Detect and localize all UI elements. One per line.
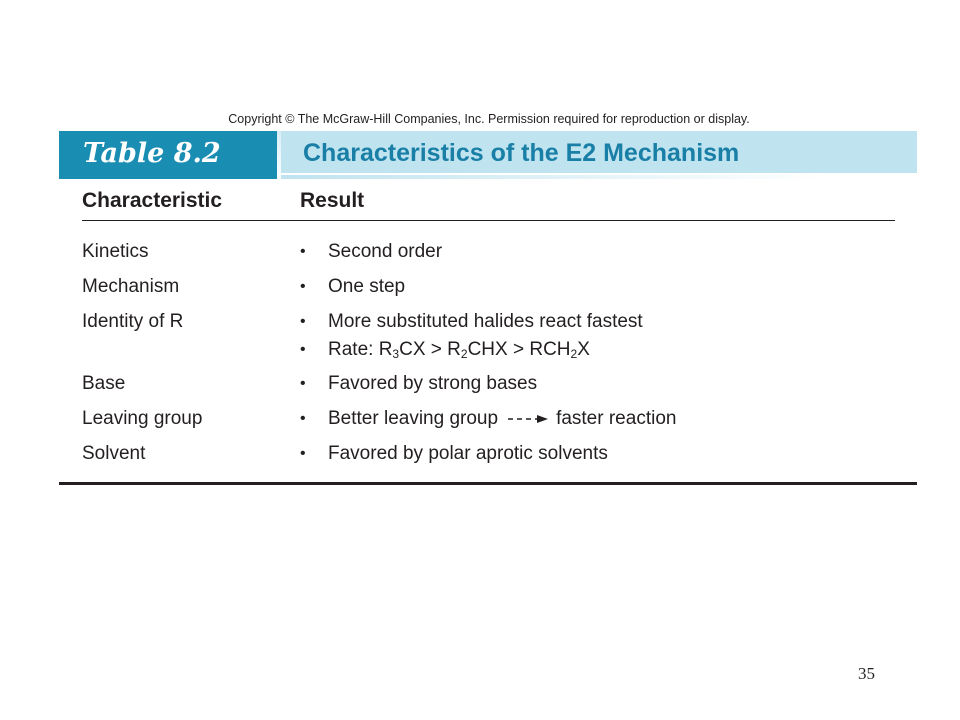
row-label-identity-of-r: Identity of R [82,311,184,332]
copyright-notice: Copyright © The McGraw-Hill Companies, Inc. Permission required for reproduction or display. [228,112,750,126]
result-solvent: Favored by polar aprotic solvents [328,443,608,464]
bullet: • [300,278,306,295]
result-kinetics: Second order [328,241,443,262]
result-identity-of-r-1: More substituted halides react fastest [328,311,643,332]
title-band-fade [281,175,917,179]
bullet: • [300,313,306,330]
row-label-mechanism: Mechanism [82,276,180,297]
header-rule [82,220,895,221]
dashed-arrow-icon [508,414,548,424]
table-bottom-rule [59,482,917,485]
table-title-band [59,131,917,181]
result-base: Favored by strong bases [328,373,538,394]
bullet: • [300,410,306,427]
row-label-solvent: Solvent [82,443,146,464]
bullet: • [300,243,306,260]
bullet: • [300,445,306,462]
table-title: Characteristics of the E2 Mechanism [303,139,740,167]
row-label-leaving-group: Leaving group [82,408,203,429]
result-leaving-group: Better leaving group faster reaction [328,408,677,429]
bullet: • [300,341,306,358]
table-label: Table 8.2 [83,138,221,169]
column-header-result: Result [300,189,365,212]
bullet: • [300,375,306,392]
row-label-base: Base [82,373,126,394]
column-header-characteristic: Characteristic [82,189,223,212]
row-label-kinetics: Kinetics [82,241,149,262]
page-number: 35 [858,664,875,683]
result-mechanism: One step [328,276,406,297]
result-identity-of-r-2: Rate: $R_3CX > R_2CHX > RCH_2X$ [328,339,590,361]
